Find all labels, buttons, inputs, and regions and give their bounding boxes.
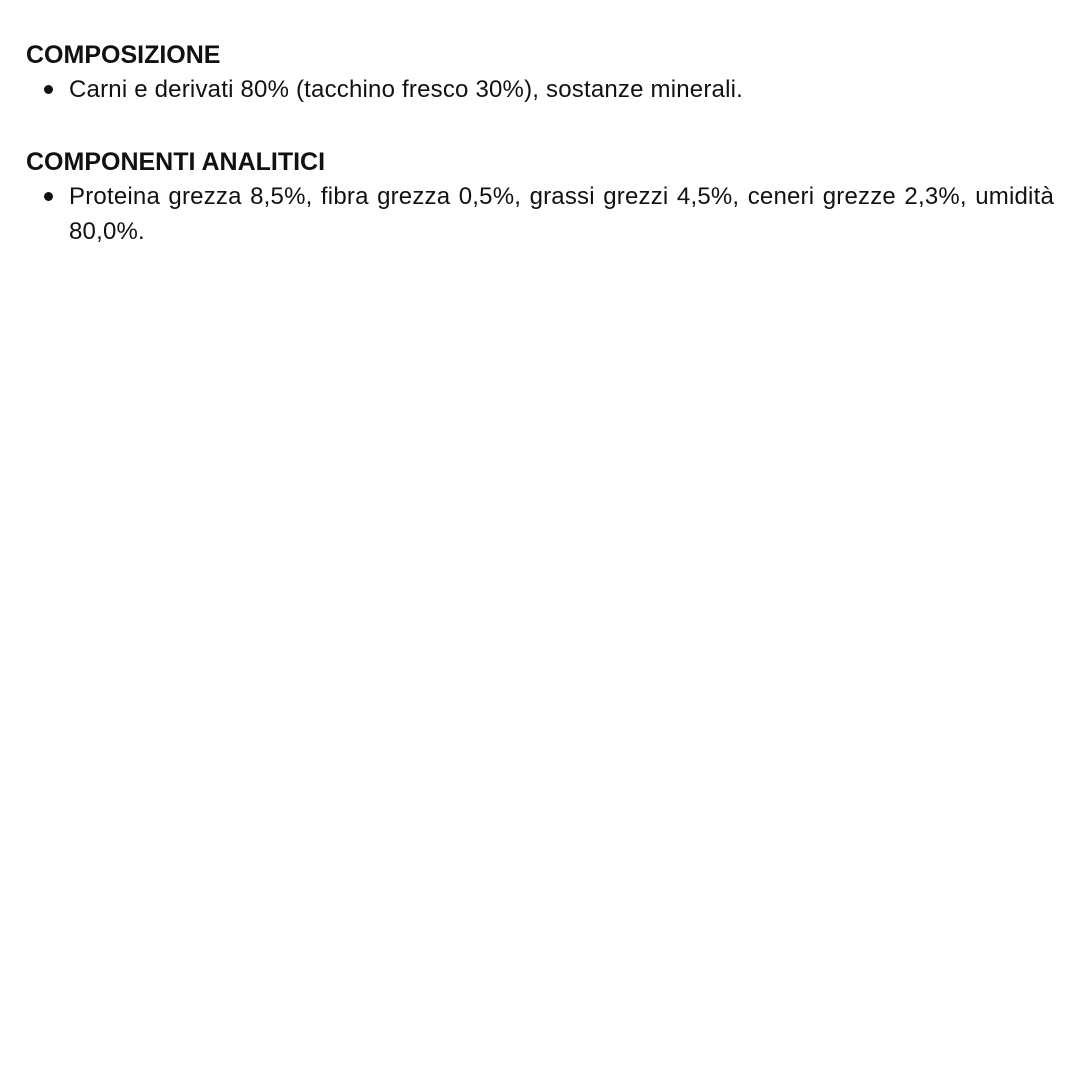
document-content <box>26 38 1054 287</box>
analytical-components-list-item <box>26 179 1054 249</box>
composition-list-item <box>26 72 1054 107</box>
analytical-components-heading: COMPONENTI ANALITICI <box>26 148 326 176</box>
composition-section <box>26 38 1054 107</box>
composition-text: Carni e derivati 80% (tacchino fresco 30%), sostanze minerali. <box>69 76 744 103</box>
analytical-components-text: Proteina grezza 8,5%, fibra grezza 0,5%, grassi grezzi 4,5%, ceneri grezze 2,3%, umidità 80,0%. <box>69 183 1054 245</box>
analytical-components-list <box>26 179 1054 249</box>
composition-list <box>26 72 1054 107</box>
analytical-components-section <box>26 145 1054 249</box>
bullet-icon <box>44 85 53 94</box>
composition-heading: COMPOSIZIONE <box>26 41 221 69</box>
bullet-icon <box>44 192 53 201</box>
